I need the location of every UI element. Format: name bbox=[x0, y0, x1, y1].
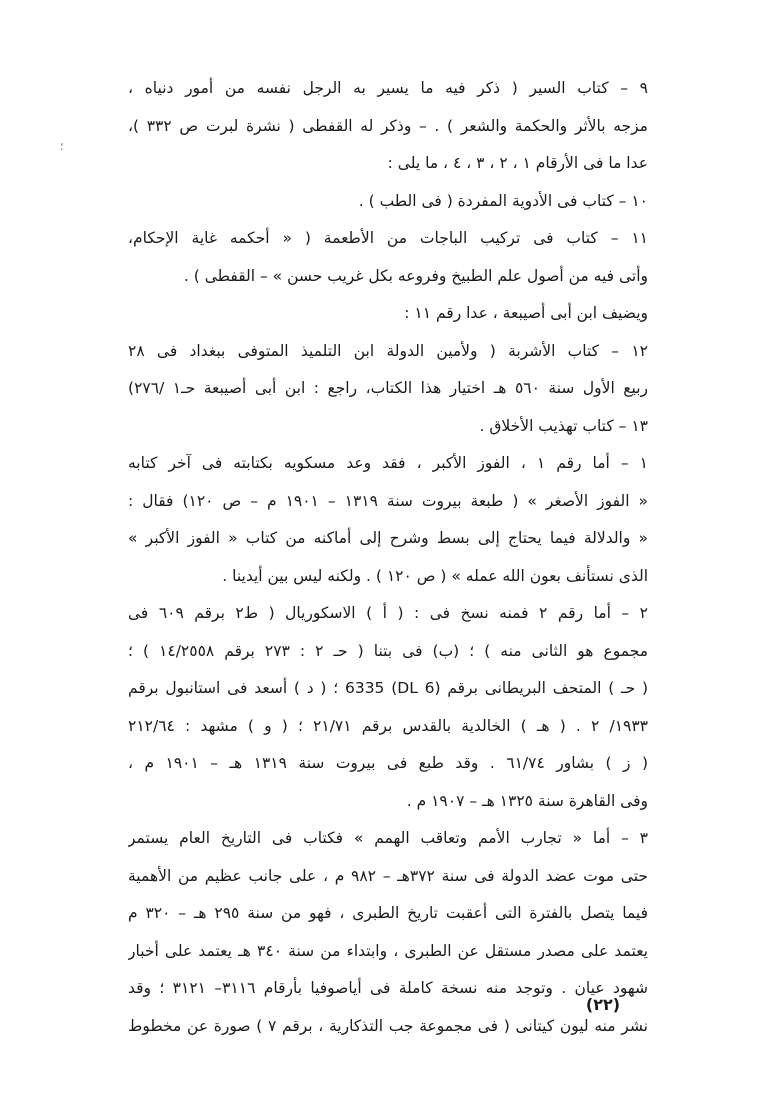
text-line: ٣ – أما « تجارب الأمم وتعاقب الهمم » فكتاب فى التاريخ العام يستمر bbox=[128, 829, 648, 847]
text-line: يعتمد على مصدر مستقل عن الطبرى ، وابتداء من سنة ٣٤٠ هـ يعتمد على أخبار bbox=[128, 941, 648, 960]
text-line: ٩ – كتاب السير ( ذكر فيه ما يسير به الرجل نفسه من أمور دنياه ، bbox=[128, 79, 648, 97]
text-line: ٢ – أما رقم ٢ فمنه نسخ فى : ( أ ) الاسكوريال ( ط٢ برقم ٦٠٩ فى bbox=[128, 604, 648, 622]
body-text bbox=[128, 70, 648, 1045]
text-line: وفى القاهرة سنة ١٣٢٥ هـ – ١٩٠٧ م . bbox=[406, 791, 648, 810]
text-line: « الفوز الأصغر » ( طبعة بيروت سنة ١٣١٩ – ١٩٠١ م – ص ١٢٠) فقال : bbox=[128, 491, 648, 510]
text-line: حتى موت عضد الدولة فى سنة ٣٧٢هـ – ٩٨٢ م ، على جانب عظيم من الأهمية bbox=[128, 866, 648, 885]
text-line: وأتى فيه من أصول علم الطبيخ وفروعه بكل غريب حسن » – القفطى ) . bbox=[183, 266, 648, 285]
text-line: ١٩٣٣/ ٢ . ( هـ ) الخالدية بالقدس برقم ٢١/٧١ ؛ ( و ) مشهد : ٢١٢/٦٤ bbox=[128, 716, 648, 735]
text-line: ١٢ – كتاب الأشربة ( ولأمين الدولة ابن التلميذ المتوفى ببغداد فى ٢٨ bbox=[128, 341, 648, 360]
text-line: مزجه بالأثر والحكمة والشعر ) . – وذكر له القفطى ( نشرة لبرت ص ٣٣٢ )، bbox=[128, 116, 648, 135]
text-line: ( حـ ) المتحف البريطانى برقم (DL 6) 6335 ؛ ( د ) أسعد فى استانبول برقم bbox=[128, 679, 648, 697]
text-line: « والدلالة فيما يحتاج إلى بسط وشرح إلى أماكنه من كتاب « الفوز الأكبر » bbox=[128, 529, 648, 547]
text-line: ١ – أما رقم ١ ، الفوز الأكبر ، فقد وعد مسكويه بكتابته فى آخر كتابه bbox=[128, 454, 648, 472]
text-line: ١٣ – كتاب تهذيب الأخلاق . bbox=[479, 416, 648, 435]
text-line: ١٠ – كتاب فى الأدوية المفردة ( فى الطب ) . bbox=[358, 191, 648, 210]
text-line: مجموع هو الثانى منه ) ؛ (ب) فى بتنا ( حـ ٢ : ٢٧٣ برقم ١٤/٢٥٥٨ ) ؛ bbox=[128, 641, 648, 660]
text-line: عدا ما فى الأرقام ١ ، ٢ ، ٣ ، ٤ ، ما يلى : bbox=[387, 154, 648, 172]
text-line: نشر منه ليون كيتانى ( فى مجموعة جب التذكارية ، برقم ٧ ) صورة عن مخطوط bbox=[128, 1016, 648, 1035]
text-line: شهود عيان . وتوجد منه نسخة كاملة فى أياصوفيا بأرقام ٣١١٦– ٣١٢١ ؛ وقد bbox=[128, 979, 648, 997]
text-line: ويضيف ابن أبى أصيبعة ، عدا رقم ١١ : bbox=[404, 304, 648, 322]
text-line: ( ز ) بشاور ٦١/٧٤ . وقد طبع فى بيروت سنة ١٣١٩ هـ – ١٩٠١ م ، bbox=[128, 754, 648, 772]
text-line: ١١ – كتاب فى تركيب الباجات من الأطعمة ( « أحكمه غاية الإحكام، bbox=[128, 229, 648, 247]
margin-mark: ؛ bbox=[60, 140, 64, 153]
text-line: فيما يتصل بالفترة التى أعقبت تاريخ الطبرى ، فهو من سنة ٢٩٥ هـ – ٣٢٠ م bbox=[128, 904, 648, 922]
text-line: الذى نستأنف بعون الله عمله » ( ص ١٢٠ ) . ولكنه ليس بين أيدينا . bbox=[222, 566, 648, 585]
text-line: ربيع الأول سنة ٥٦٠ هـ اختيار هذا الكتاب، راجع : ابن أبى أصيبعة حـ١ /٢٧٦) bbox=[128, 379, 648, 397]
page-number: (٢٢) bbox=[585, 995, 621, 1014]
